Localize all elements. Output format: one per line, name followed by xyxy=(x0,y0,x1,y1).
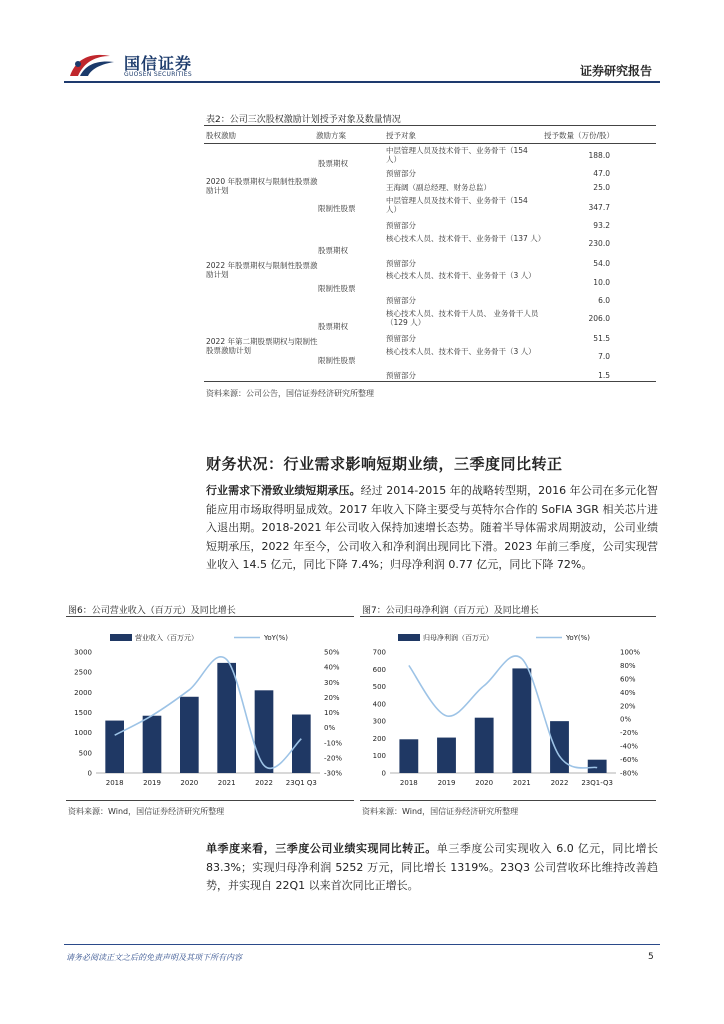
y-right-tick-label: 20% xyxy=(620,702,636,711)
paragraph-2 xyxy=(206,840,658,896)
table-row-object: 预留部分 xyxy=(386,334,416,343)
x-tick-label: 2022 xyxy=(550,779,569,787)
y-left-tick-label: 200 xyxy=(372,734,386,743)
bar xyxy=(399,739,418,773)
y-left-tick-label: 700 xyxy=(372,648,386,657)
scheme-label: 限制性股票 xyxy=(318,356,356,365)
table-row-object: 核心技术人员、技术骨干、业务骨干（3 人） xyxy=(386,347,536,356)
x-tick-label: 2021 xyxy=(217,779,236,787)
paragraph-1-lead: 行业需求下滑致业绩短期承压。 xyxy=(206,484,361,497)
table-row-qty: 206.0 xyxy=(588,314,610,323)
bar xyxy=(105,721,124,773)
x-tick-label: 23Q1 Q3 xyxy=(285,779,317,787)
paragraph-2-body: 单三季度公司实现收入 6.0 亿元，同比增长 83.3%；实现归母净利润 5252 万元，同比增长 1319%。23Q3 公司营收环比维持改善趋势，并实现自 22Q1 以来首次同比正增长。 xyxy=(206,842,658,893)
table-row-qty: 6.0 xyxy=(598,296,610,305)
revenue-chart-svg xyxy=(64,620,354,798)
table-row-qty: 7.0 xyxy=(598,352,610,361)
bar xyxy=(550,721,569,773)
legend-bar-swatch xyxy=(398,634,420,641)
y-left-tick-label: 1000 xyxy=(74,729,92,738)
scheme-label: 股票期权 xyxy=(318,246,348,255)
scheme-label: 股票期权 xyxy=(318,159,348,168)
figure-7-source: 资料来源：Wind，国信证券经济研究所整理 xyxy=(362,807,519,816)
table-title: 表2：公司三次股权激励计划授予对象及数量情况 xyxy=(206,115,401,125)
scheme-label: 限制性股票 xyxy=(318,284,356,293)
disclaimer-note: 请务必阅读正文之后的免责声明及其项下所有内容 xyxy=(66,953,242,962)
bar xyxy=(512,668,531,773)
table-row-object: 预留部分 xyxy=(386,371,416,380)
report-type: 证券研究报告 xyxy=(580,64,653,78)
y-left-tick-label: 1500 xyxy=(74,709,92,717)
x-tick-label: 2020 xyxy=(180,779,199,787)
legend-line-label: YoY(%) xyxy=(566,634,591,642)
net-profit-chart xyxy=(358,620,658,798)
paragraph-2-lead: 单季度来看，三季度公司业绩实现同比转正。 xyxy=(206,842,437,855)
figure-7-top-rule xyxy=(360,616,656,617)
table-row-object: 中层管理人员及技术骨干、业务骨干（154 人） xyxy=(386,146,528,164)
y-right-tick-label: 30% xyxy=(324,678,340,687)
y-left-tick-label: 0 xyxy=(381,769,386,778)
paragraph-1-body: 经过 2014-2015 年的战略转型期，2016 年公司在多元化智能应用市场取得明显成效。2017 年收入下降主要受与英特尔合作的 SoFIA 3GR 相关芯片进入退出期。2018-2021 年公司收入保持加速增长态势。随着半导体需求周期波动，公司业绩短期承压，2022 年至今，公司收入和净利润出现同比下滑。2023 年前三季度，公司实现营业收入 14.5 亿元，同比下降 7.4%；归母净利润 0.77 亿元，同比下降 72%。 xyxy=(206,484,658,572)
logo-subtitle: GUOSEN SECURITIES xyxy=(124,71,193,78)
table-row-qty: 188.0 xyxy=(588,151,610,160)
net-profit-chart-svg xyxy=(358,620,658,798)
y-right-tick-label: 0% xyxy=(324,724,336,733)
y-right-tick-label: -40% xyxy=(620,742,639,751)
revenue-chart xyxy=(64,620,354,798)
y-right-tick-label: -20% xyxy=(620,729,639,738)
y-left-tick-label: 500 xyxy=(78,749,92,758)
bar xyxy=(143,716,162,773)
logo-name: 国信证券 xyxy=(124,54,193,73)
bar xyxy=(588,760,607,773)
equity-incentive-table xyxy=(0,0,724,400)
table-row-object: 预留部分 xyxy=(386,169,416,178)
y-right-tick-label: 60% xyxy=(620,675,636,684)
x-tick-label: 2021 xyxy=(512,779,531,787)
table-row-object: 预留部分 xyxy=(386,296,416,305)
col-header-scheme: 激励方案 xyxy=(316,131,346,140)
table-row-object: 预留部分 xyxy=(386,259,416,268)
y-right-tick-label: -30% xyxy=(324,769,343,778)
legend-bar-label: 营业收入（百万元） xyxy=(135,634,198,642)
section-heading: 财务状况：行业需求影响短期业绩，三季度同比转正 xyxy=(206,455,563,473)
y-left-tick-label: 0 xyxy=(87,769,92,778)
x-tick-label: 2018 xyxy=(105,779,124,787)
y-left-tick-label: 3000 xyxy=(74,648,92,657)
y-right-tick-label: 20% xyxy=(324,693,340,702)
y-right-tick-label: -10% xyxy=(324,739,343,748)
scheme-label: 限制性股票 xyxy=(318,204,356,213)
y-right-tick-label: -60% xyxy=(620,756,639,765)
y-right-tick-label: -20% xyxy=(324,754,343,763)
x-tick-label: 2018 xyxy=(399,779,418,787)
y-left-tick-label: 2000 xyxy=(74,688,92,697)
x-tick-label: 2020 xyxy=(475,779,494,787)
x-tick-label: 2019 xyxy=(143,779,161,787)
bar xyxy=(437,738,456,773)
y-left-tick-label: 400 xyxy=(372,700,386,709)
table-source: 资料来源：公司公告，国信证券经济研究所整理 xyxy=(206,389,374,398)
scheme-label: 股票期权 xyxy=(318,322,348,331)
col-header-plan: 股权激励 xyxy=(206,131,236,140)
legend-bar-swatch xyxy=(110,634,132,641)
y-right-tick-label: 50% xyxy=(324,648,340,657)
table-row-qty: 51.5 xyxy=(593,334,610,343)
table-row-object: 核心技术人员、技术骨干、业务骨干（137 人） xyxy=(386,234,546,243)
table-rule-header xyxy=(204,143,656,144)
plan-name: 2022 年第二期股票期权与限制性股票激励计划 xyxy=(206,337,318,355)
x-tick-label: 23Q1-Q3 xyxy=(581,779,613,787)
table-row-qty: 230.0 xyxy=(588,239,610,248)
table-row-qty: 47.0 xyxy=(593,169,610,178)
table-row-object: 核心技术人员、技术骨干人员、 业务骨干人员（129 人） xyxy=(386,309,539,327)
figure-7-bottom-rule xyxy=(360,800,656,801)
footer-rule xyxy=(64,944,660,945)
table-row-object: 王海阔（副总经理、财务总监） xyxy=(386,183,491,192)
table-row-qty: 1.5 xyxy=(598,371,610,380)
y-left-tick-label: 100 xyxy=(372,752,386,761)
y-right-tick-label: 0% xyxy=(620,715,632,724)
y-right-tick-label: -80% xyxy=(620,769,639,778)
table-row-qty: 25.0 xyxy=(593,183,610,192)
y-right-tick-label: 40% xyxy=(324,663,340,672)
table-row-qty: 93.2 xyxy=(593,221,610,230)
bar xyxy=(292,715,311,773)
figure-6-source: 资料来源：Wind，国信证券经济研究所整理 xyxy=(68,807,225,816)
table-row-object: 预留部分 xyxy=(386,221,416,230)
y-right-tick-label: 40% xyxy=(620,688,636,697)
y-left-tick-label: 300 xyxy=(372,717,386,726)
col-header-object: 授予对象 xyxy=(386,131,416,140)
legend-bar-label: 归母净利润（百万元） xyxy=(423,634,493,642)
table-row-qty: 10.0 xyxy=(593,278,610,287)
table-rule-top xyxy=(204,125,656,126)
legend-line-label: YoY(%) xyxy=(264,634,289,642)
table-row-qty: 347.7 xyxy=(588,203,610,212)
table-rule-bottom xyxy=(204,381,656,382)
col-header-qty: 授予数量（万份/股） xyxy=(544,131,615,140)
figure-6-top-rule xyxy=(66,616,354,617)
x-tick-label: 2022 xyxy=(255,779,273,787)
page-number: 5 xyxy=(648,952,654,962)
bar xyxy=(255,690,274,773)
table-row-object: 中层管理人员及技术骨干、业务骨干（154 人） xyxy=(386,196,528,214)
figure-6-bottom-rule xyxy=(66,800,354,801)
y-right-tick-label: 10% xyxy=(324,709,340,717)
x-tick-label: 2019 xyxy=(437,779,456,787)
y-left-tick-label: 500 xyxy=(372,683,386,692)
bar xyxy=(180,697,199,773)
y-right-tick-label: 100% xyxy=(620,648,641,657)
paragraph-1 xyxy=(206,482,658,575)
table-row-qty: 54.0 xyxy=(593,259,610,268)
plan-name: 2022 年股票期权与限制性股票激励计划 xyxy=(206,261,318,279)
figure-6-title: 图6：公司营业收入（百万元）及同比增长 xyxy=(68,606,236,616)
y-left-tick-label: 600 xyxy=(372,665,386,674)
bar xyxy=(217,663,236,773)
bar xyxy=(475,718,494,773)
y-left-tick-label: 2500 xyxy=(74,668,92,677)
figure-7-title: 图7：公司归母净利润（百万元）及同比增长 xyxy=(362,606,539,616)
table-row-object: 核心技术人员、技术骨干、业务骨干（3 人） xyxy=(386,271,536,280)
y-right-tick-label: 80% xyxy=(620,661,636,670)
plan-name: 2020 年股票期权与限制性股票激励计划 xyxy=(206,177,318,195)
